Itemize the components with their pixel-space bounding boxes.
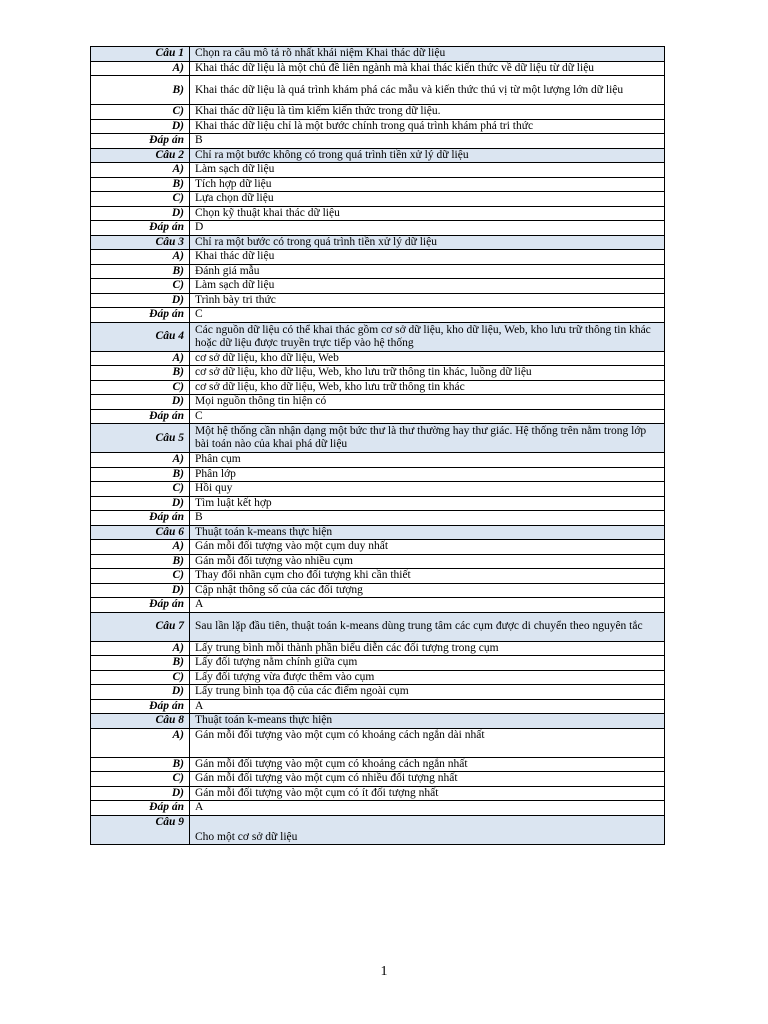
option-letter: B) [91,76,190,105]
option-letter: C) [91,482,190,497]
option-letter: B) [91,467,190,482]
option-text: Gán mỗi đối tượng vào một cụm có khoảng cách ngắn dài nhất [190,728,665,757]
option-text: Gán mỗi đối tượng vào một cụm duy nhất [190,540,665,555]
answer-label: Đáp án [91,134,190,149]
option-letter: C) [91,569,190,584]
question-row [91,815,665,844]
answer-row [91,409,665,424]
answer-row [91,801,665,816]
option-text: Thay đổi nhãn cụm cho đối tượng khi cần thiết [190,569,665,584]
option-row [91,163,665,178]
option-text: Đánh giá mẫu [190,264,665,279]
option-letter: C) [91,380,190,395]
option-text: Lựa chọn dữ liệu [190,192,665,207]
answer-value: A [190,598,665,613]
option-letter: A) [91,728,190,757]
question-row [91,322,665,351]
option-row [91,61,665,76]
option-row [91,206,665,221]
option-row [91,786,665,801]
option-row [91,366,665,381]
option-row [91,250,665,265]
option-letter: A) [91,540,190,555]
question-text: Thuật toán k-means thực hiện [190,525,665,540]
option-letter: B) [91,554,190,569]
option-row [91,685,665,700]
option-text: Mọi nguồn thông tin hiện có [190,395,665,410]
option-text: Lấy đối tượng vừa được thêm vào cụm [190,670,665,685]
option-row [91,293,665,308]
option-text: Khai thác dữ liệu là quá trình khám phá các mẫu và kiến thức thú vị từ một lượng lớn dữ liệu [190,76,665,105]
option-letter: A) [91,163,190,178]
option-row [91,119,665,134]
question-number: Câu 5 [91,424,190,453]
question-number: Câu 9 [91,815,190,844]
answer-value: B [190,511,665,526]
quiz-table [90,46,665,845]
option-row [91,540,665,555]
option-letter: C) [91,670,190,685]
question-number: Câu 7 [91,612,190,641]
option-text: cơ sở dữ liệu, kho dữ liệu, Web, kho lưu trữ thông tin khác [190,380,665,395]
option-row [91,395,665,410]
option-row [91,467,665,482]
option-row [91,76,665,105]
option-letter: B) [91,264,190,279]
option-row [91,105,665,120]
question-text: Thuật toán k-means thực hiện [190,714,665,729]
option-text: Khai thác dữ liệu là tìm kiếm kiến thức trong dữ liệu. [190,105,665,120]
answer-label: Đáp án [91,801,190,816]
answer-label: Đáp án [91,409,190,424]
option-row [91,772,665,787]
option-letter: B) [91,656,190,671]
option-letter: A) [91,351,190,366]
answer-row [91,308,665,323]
question-number: Câu 3 [91,235,190,250]
option-row [91,757,665,772]
option-row [91,569,665,584]
option-letter: D) [91,685,190,700]
option-letter: C) [91,105,190,120]
answer-label: Đáp án [91,511,190,526]
option-text: Khai thác dữ liệu [190,250,665,265]
question-number: Câu 2 [91,148,190,163]
answer-value: B [190,134,665,149]
option-letter: D) [91,496,190,511]
option-row [91,496,665,511]
question-text: Cho một cơ sở dữ liệu [190,815,665,844]
option-text: Làm sạch dữ liệu [190,163,665,178]
option-text: Gán mỗi đối tượng vào một cụm có ít đối tượng nhất [190,786,665,801]
option-row [91,656,665,671]
option-text: Làm sạch dữ liệu [190,279,665,294]
option-letter: D) [91,293,190,308]
option-letter: D) [91,583,190,598]
option-row [91,583,665,598]
question-row [91,612,665,641]
quiz-table-body [91,47,665,845]
option-text: Phân cụm [190,453,665,468]
option-text: cơ sở dữ liệu, kho dữ liệu, Web, kho lưu trữ thông tin khác, luồng dữ liệu [190,366,665,381]
option-letter: D) [91,206,190,221]
question-text: Chỉ ra một bước có trong quá trình tiền xử lý dữ liệu [190,235,665,250]
question-row [91,525,665,540]
question-text: Sau lần lặp đầu tiên, thuật toán k-means dùng trung tâm các cụm được di chuyển theo nguyên tắc [190,612,665,641]
option-text: Tích hợp dữ liệu [190,177,665,192]
option-letter: B) [91,757,190,772]
answer-value: C [190,308,665,323]
answer-value: D [190,221,665,236]
option-letter: D) [91,395,190,410]
option-text: Trình bày tri thức [190,293,665,308]
answer-value: A [190,801,665,816]
option-row [91,482,665,497]
option-letter: A) [91,61,190,76]
option-text: Khai thác dữ liệu là một chủ đề liên ngành mà khai thác kiến thức về dữ liệu từ dữ liệu [190,61,665,76]
option-row [91,177,665,192]
answer-label: Đáp án [91,699,190,714]
question-row [91,148,665,163]
question-text: Chọn ra câu mô tả rõ nhất khái niệm Khai thác dữ liệu [190,47,665,62]
question-row [91,714,665,729]
option-text: Khai thác dữ liệu chỉ là một bước chính trong quá trình khám phá tri thức [190,119,665,134]
option-row [91,279,665,294]
option-letter: C) [91,279,190,294]
question-text: Các nguồn dữ liệu có thể khai thác gồm cơ sở dữ liệu, kho dữ liệu, Web, kho lưu trữ thông tin khác hoặc dữ liệu được truyền trực tiếp vào hệ thống [190,322,665,351]
option-row [91,264,665,279]
option-row [91,351,665,366]
answer-row [91,221,665,236]
answer-row [91,598,665,613]
question-text: Một hệ thống cần nhận dạng một bức thư là thư thường hay thư giác. Hệ thống trên nằm trong lớp bài toán nào của khai phá dữ liệu [190,424,665,453]
option-text: Hồi quy [190,482,665,497]
page-number: 1 [380,964,388,979]
option-text: Lấy trung bình mỗi thành phần biểu diễn các đối tượng trong cụm [190,641,665,656]
question-row [91,235,665,250]
option-letter: C) [91,772,190,787]
option-row [91,554,665,569]
answer-label: Đáp án [91,308,190,323]
option-text: Lấy trung bình tọa độ của các điểm ngoài cụm [190,685,665,700]
option-row [91,641,665,656]
option-text: Gán mỗi đối tượng vào nhiều cụm [190,554,665,569]
option-row [91,380,665,395]
option-letter: A) [91,250,190,265]
option-text: Phân lớp [190,467,665,482]
option-row [91,192,665,207]
option-letter: B) [91,366,190,381]
option-text: Gán mỗi đối tượng vào một cụm có nhiều đối tượng nhất [190,772,665,787]
option-letter: A) [91,641,190,656]
option-letter: D) [91,119,190,134]
answer-row [91,134,665,149]
answer-label: Đáp án [91,598,190,613]
answer-value: C [190,409,665,424]
question-number: Câu 6 [91,525,190,540]
answer-row [91,511,665,526]
option-text: Cập nhật thông số của các đối tượng [190,583,665,598]
option-text: Lấy đối tượng nằm chính giữa cụm [190,656,665,671]
option-text: Tìm luật kết hợp [190,496,665,511]
option-letter: D) [91,786,190,801]
option-letter: B) [91,177,190,192]
option-text: Chọn kỹ thuật khai thác dữ liệu [190,206,665,221]
question-number: Câu 4 [91,322,190,351]
option-row [91,453,665,468]
question-text: Chỉ ra một bước không có trong quá trình tiền xử lý dữ liệu [190,148,665,163]
option-text: Gán mỗi đối tượng vào một cụm có khoảng cách ngắn nhất [190,757,665,772]
question-number: Câu 8 [91,714,190,729]
answer-value: A [190,699,665,714]
option-row [91,728,665,757]
option-text: cơ sở dữ liệu, kho dữ liệu, Web [190,351,665,366]
question-number: Câu 1 [91,47,190,62]
answer-label: Đáp án [91,221,190,236]
option-letter: C) [91,192,190,207]
answer-row [91,699,665,714]
question-row [91,47,665,62]
question-row [91,424,665,453]
option-letter: A) [91,453,190,468]
option-row [91,670,665,685]
